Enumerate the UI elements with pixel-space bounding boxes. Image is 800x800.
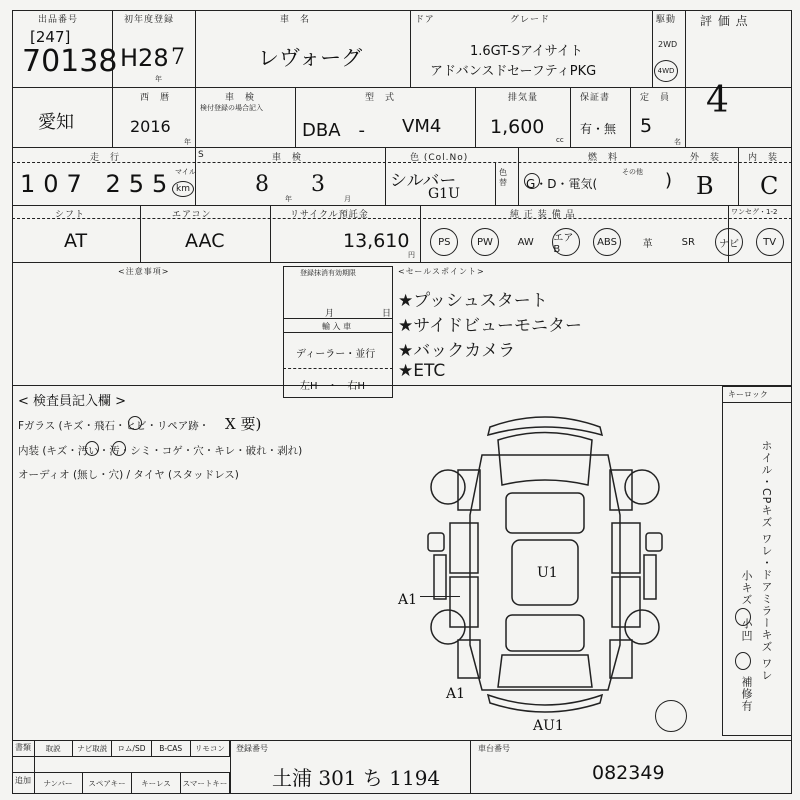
mark-au1: AU1: [533, 718, 564, 734]
left-mirror: [428, 533, 444, 551]
recycle-fee: 13,610: [343, 230, 410, 252]
footer-doc-cells: [34, 741, 230, 756]
extra-label: 追加: [15, 776, 31, 785]
ac: AAC: [185, 230, 225, 252]
selling-point-4: ★ETC: [398, 361, 446, 381]
divider: [140, 205, 141, 262]
keylock-box: [722, 386, 792, 736]
left-front-door: [450, 523, 478, 573]
mark-a1-bottom: A1: [446, 686, 466, 702]
displacement-unit: cc: [556, 136, 564, 144]
inspection-label: 車 検: [225, 93, 256, 103]
side-small2: 小凹: [740, 618, 753, 642]
drive-2wd: 2WD: [658, 40, 678, 49]
import-label: 輸 入 車: [322, 322, 352, 331]
capacity-label: 定 員: [640, 93, 671, 103]
mark-circle-kizu: [735, 652, 751, 670]
plate-label: 登録番号: [236, 744, 268, 753]
divider: [195, 10, 196, 87]
color-code: G1U: [428, 186, 460, 202]
warranty-label: 保証書: [580, 93, 611, 103]
displacement: 1,600: [490, 116, 545, 138]
model-code-label: 型 式: [365, 93, 396, 103]
divider: [112, 87, 113, 147]
mileage-label: 走 行: [90, 153, 121, 163]
mark-circle-dirty-2: [112, 441, 126, 456]
divider: [230, 740, 231, 794]
selling-point-3: ★バックカメラ: [398, 341, 516, 361]
equipment-row: [424, 226, 790, 258]
model-code-prefix: DBA -: [302, 120, 366, 141]
divider: [195, 87, 196, 147]
year-unit: 年: [184, 138, 191, 146]
extra-label-wrap: [15, 776, 31, 786]
footer-cell: 取説: [34, 741, 73, 756]
footer-cell: スペアキー: [83, 773, 132, 793]
drive-4wd: 4WD: [657, 67, 675, 75]
first-reg-unit: 年: [155, 75, 162, 83]
notes-bottom-line: [12, 385, 792, 386]
year: 2016: [130, 117, 171, 136]
model-code: VM4: [402, 116, 442, 137]
inspection-month-unit: 月: [344, 195, 351, 203]
color-label: 色 (Col.No): [410, 153, 469, 163]
capacity: 5: [640, 115, 653, 137]
cancel-day: 日: [382, 309, 392, 319]
divider: [495, 163, 496, 205]
inspector-line1: Fガラス (キズ・飛石・ヒビ・リペア跡・: [18, 420, 210, 432]
warranty-value: 有・無: [580, 122, 617, 136]
notes-label: <注意事項>: [118, 267, 170, 276]
equipment-item: AW: [517, 236, 534, 248]
shift-label: シフト: [55, 210, 86, 220]
first-reg-month: 7: [171, 45, 185, 70]
selling-points-label: <セールスポイント>: [398, 267, 485, 276]
row4-sub-line: [12, 218, 792, 219]
chassis-label: 車台番号: [478, 744, 510, 753]
fuel-close: ): [665, 170, 673, 191]
side-repair: 補修有: [740, 676, 753, 712]
mark-a1-left-line: [420, 596, 460, 597]
windshield: [506, 493, 584, 533]
recycle-label: リサイクル預託金: [290, 210, 369, 220]
capacity-unit: 名: [674, 138, 681, 146]
area: 愛知: [38, 112, 74, 133]
grade-label: グレード: [510, 15, 551, 25]
exterior-grade: B: [696, 172, 714, 200]
divider: [652, 10, 653, 87]
inspector-line2: 内装 (キズ・汚い・汚・シミ・コゲ・穴・キレ・破れ・剥れ): [18, 445, 303, 457]
mileage: 107 255: [20, 170, 176, 198]
divider: [738, 147, 739, 205]
grade-line2: アドバンスドセーフティPKG: [430, 64, 597, 79]
interior-grade: C: [760, 172, 779, 200]
lot-number: 70138: [22, 44, 118, 79]
right-front-wheel: [625, 470, 659, 504]
color: シルバー: [390, 171, 457, 191]
mark-circle-tobiishi: [128, 416, 142, 430]
drive-label: 駆動: [656, 15, 677, 25]
mark-circle-dirty-1: [85, 441, 99, 456]
color-change-label: [499, 168, 513, 188]
score-value: 4: [706, 80, 729, 121]
selling-point-2: ★サイドビューモニター: [398, 316, 583, 336]
spare-wheel: [655, 700, 687, 732]
fuel-gas-circle: [524, 173, 540, 189]
right-mirror: [646, 533, 662, 551]
mileage-unit-alt: マイル: [175, 168, 196, 176]
hood: [498, 433, 592, 486]
row3-sub-line: [12, 162, 792, 163]
equipment-item: ナビ: [715, 228, 743, 256]
recycle-unit: 円: [408, 251, 415, 259]
equipment-item: TV: [756, 228, 784, 256]
lot-prefix: [247]: [30, 28, 71, 46]
equipment-item: 革: [642, 238, 653, 250]
lot-label: 出品番号: [38, 15, 79, 25]
divider: [410, 10, 411, 87]
inspection-note: 検付登録の場合記入: [200, 104, 263, 112]
selling-point-1: ★プッシュスタート: [398, 291, 548, 311]
footer-cell: ロム/SD: [112, 741, 151, 756]
displacement-label: 排気量: [508, 93, 539, 103]
mileage-unit-circle: [172, 181, 194, 197]
score-label: 評 価 点: [700, 14, 749, 28]
import-value: ディーラー・並行: [296, 349, 376, 360]
equipment-item: PW: [471, 228, 499, 256]
footer-cell: ナンバー: [34, 773, 83, 793]
inspector-line3: オーディオ (無し・穴) / タイヤ (スタッドレス): [18, 469, 239, 481]
inspection-year-unit: 年: [285, 195, 292, 203]
doc-label-wrap: [15, 743, 31, 753]
row4-bottom-line: [12, 262, 792, 263]
equipment-label: 純 正 装 備 品: [510, 210, 576, 220]
fuel-options: G・D・電気(: [526, 177, 598, 191]
side-legend: ホイル・CPキズ ワレ・ドアミラーキズ ワレ: [760, 440, 773, 682]
cancel-month: 月: [325, 309, 335, 319]
fuel-other: その他: [622, 168, 643, 176]
divider: [570, 87, 571, 147]
grade-line1: 1.6GT-Sアイサイト: [470, 44, 583, 59]
model-name: レヴォーグ: [258, 46, 363, 70]
doc-label: 書類: [15, 743, 31, 752]
color-change-text: 色替: [499, 168, 507, 187]
model-name-label: 車 名: [280, 15, 311, 25]
equipment-extra-label: ワンセグ・1-2: [731, 208, 778, 216]
door-label: ドア: [415, 15, 435, 25]
rear-bumper: [488, 695, 602, 712]
divider: [295, 87, 296, 147]
equipment-item: SR: [681, 236, 695, 248]
mileage-unit: km: [176, 184, 190, 194]
row3-bottom-line: [12, 205, 792, 206]
row2-bottom-line: [12, 147, 686, 148]
shift: AT: [64, 230, 88, 252]
keylock-label: キーロック: [728, 390, 768, 399]
first-reg-label: 初年度登録: [124, 15, 175, 25]
divider: [385, 147, 386, 205]
fuel-label: 燃 料: [588, 153, 619, 163]
divider: [475, 87, 476, 147]
chassis: 082349: [592, 762, 665, 784]
divider: [685, 10, 686, 147]
mark-u1: U1: [537, 565, 558, 581]
left-front-wheel: [431, 470, 465, 504]
divider: [518, 147, 519, 205]
inspection-date-label: 車 検: [272, 153, 303, 163]
left-sill: [434, 555, 446, 599]
divider: [283, 368, 393, 369]
mark-circle-ware: [735, 608, 751, 626]
year-label: 西 暦: [140, 93, 171, 103]
inspector-line1-mark: X 要): [225, 415, 262, 433]
equipment-item: PS: [430, 228, 458, 256]
inspection-year: 8: [255, 172, 269, 197]
exterior-label: 外 装: [690, 153, 721, 163]
mark-a1-left: A1: [398, 592, 418, 608]
footer-extra-cells: [34, 773, 230, 793]
row1-bottom-line: [12, 87, 792, 88]
footer-cell: キーレス: [132, 773, 181, 793]
footer-cell: B-CAS: [152, 741, 191, 756]
footer-mid-line: [12, 756, 230, 757]
plate: 土浦 301 ち 1194: [272, 766, 441, 790]
footer-cell: ナビ取説: [73, 741, 112, 756]
divider: [420, 205, 421, 262]
steering-value: 左H ・ 右H: [300, 381, 366, 392]
drive-4wd-circle: [654, 60, 678, 82]
cancel-label: 登録抹消有効期限: [300, 269, 356, 277]
divider: [630, 87, 631, 147]
trunk: [498, 655, 592, 687]
inspection-month: 3: [311, 172, 325, 197]
interior-label: 内 装: [748, 153, 779, 163]
inspector-title: < 検査員記入欄 >: [18, 394, 127, 409]
footer-cell: リモコン: [191, 741, 230, 756]
first-reg-era: H28: [120, 44, 169, 72]
rear-window: [506, 615, 584, 651]
footer-cell: スマートキー: [181, 773, 230, 793]
ac-label: エアコン: [172, 210, 212, 220]
right-front-door: [612, 523, 640, 573]
right-sill: [644, 555, 656, 599]
divider: [270, 205, 271, 262]
divider: [283, 318, 393, 319]
s-meter-label: S: [198, 150, 205, 160]
equipment-item: エアB: [552, 228, 580, 256]
side-small: 小キズ: [740, 570, 753, 606]
divider: [283, 332, 393, 333]
divider: [722, 402, 792, 403]
equipment-item: ABS: [593, 228, 621, 256]
divider: [470, 740, 471, 794]
